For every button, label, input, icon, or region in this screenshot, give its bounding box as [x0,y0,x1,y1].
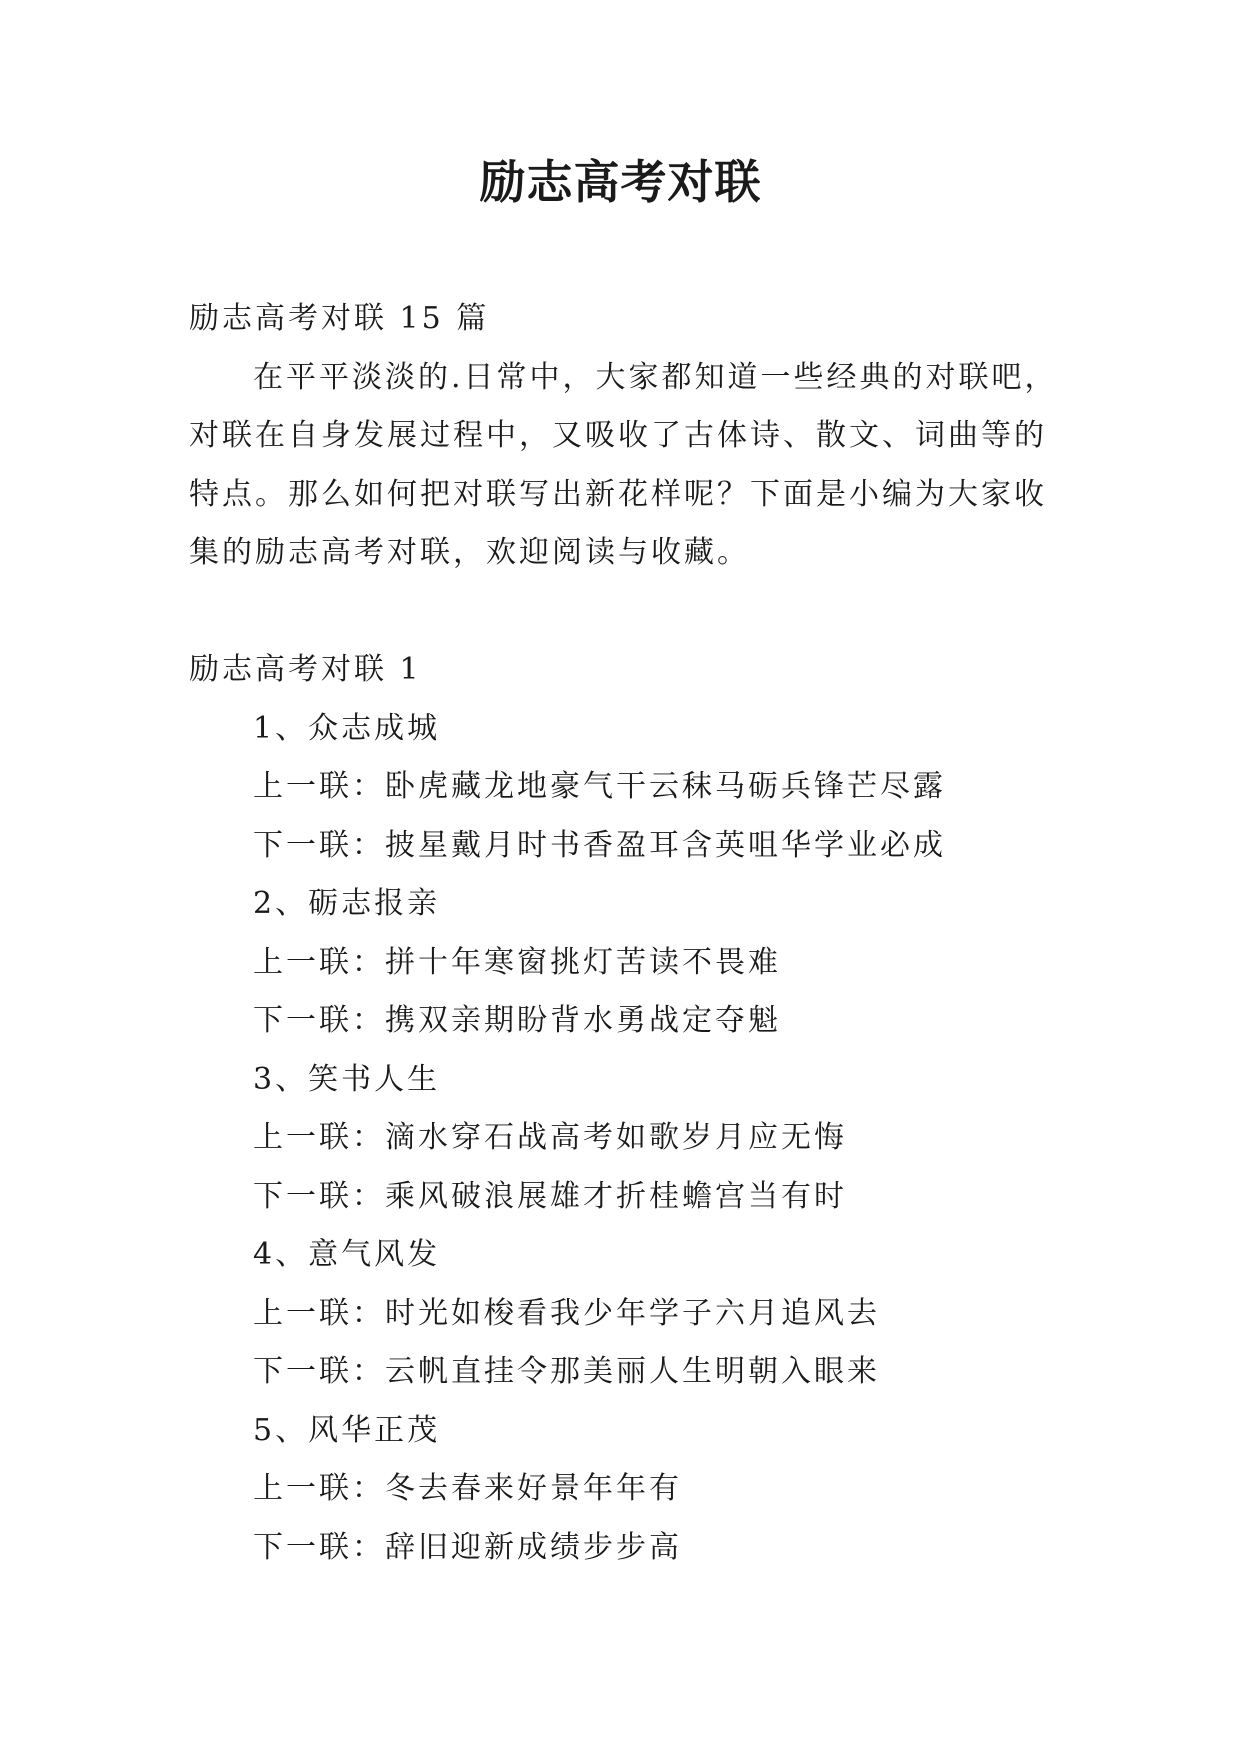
subtitle: 励志高考对联 15 篇 [189,301,490,336]
item-heading: 2、砺志报亲 [253,886,441,921]
paragraph-gap [189,583,1069,642]
item-upper-couplet: 上一联：冬去春来好景年年有 [253,1471,682,1506]
item-heading: 5、风华正茂 [253,1412,441,1448]
item-heading: 3、笑书人生 [253,1061,441,1097]
item-lower-couplet: 下一联：云帆直挂令那美丽人生明朝入眼来 [253,1354,880,1389]
item-upper-couplet: 上一联：卧虎藏龙地豪气干云秣马砺兵锋芒尽露 [253,769,946,804]
item-upper-couplet: 上一联：时光如梭看我少年学子六月追风去 [253,1295,880,1331]
item-lower-couplet: 下一联：披星戴月时书香盈耳含英咀华学业必成 [253,827,946,863]
intro-paragraph-wrap [189,349,1069,583]
item-upper-couplet: 上一联：滴水穿石战高考如歌岁月应无悔 [253,1120,847,1155]
document-title: 励志高考对联 [479,155,762,209]
item-lower-couplet: 下一联：携双亲期盼背水勇战定夺魁 [253,1003,781,1038]
item-lower-couplet: 下一联：乘风破浪展雄才折桂蟾宫当有时 [253,1178,847,1214]
intro-paragraph: 在平平淡淡的.日常中，大家都知道一些经典的对联吧，对联在自身发展过程中，又吸收了古体诗、散文、词曲等的特点。那么如何把对联写出新花样呢？下面是小编为大家收集的励志高考对联，欢迎阅读与收藏。 [189,359,1058,570]
document-body [189,290,1069,1577]
item-upper-couplet: 上一联：拼十年寒窗挑灯苦读不畏难 [253,944,781,980]
item-lower-couplet: 下一联：辞旧迎新成绩步步高 [253,1529,682,1565]
section-title: 励志高考对联 1 [189,652,422,687]
item-heading: 4、意气风发 [253,1237,441,1272]
item-heading: 1、众志成城 [253,710,441,746]
